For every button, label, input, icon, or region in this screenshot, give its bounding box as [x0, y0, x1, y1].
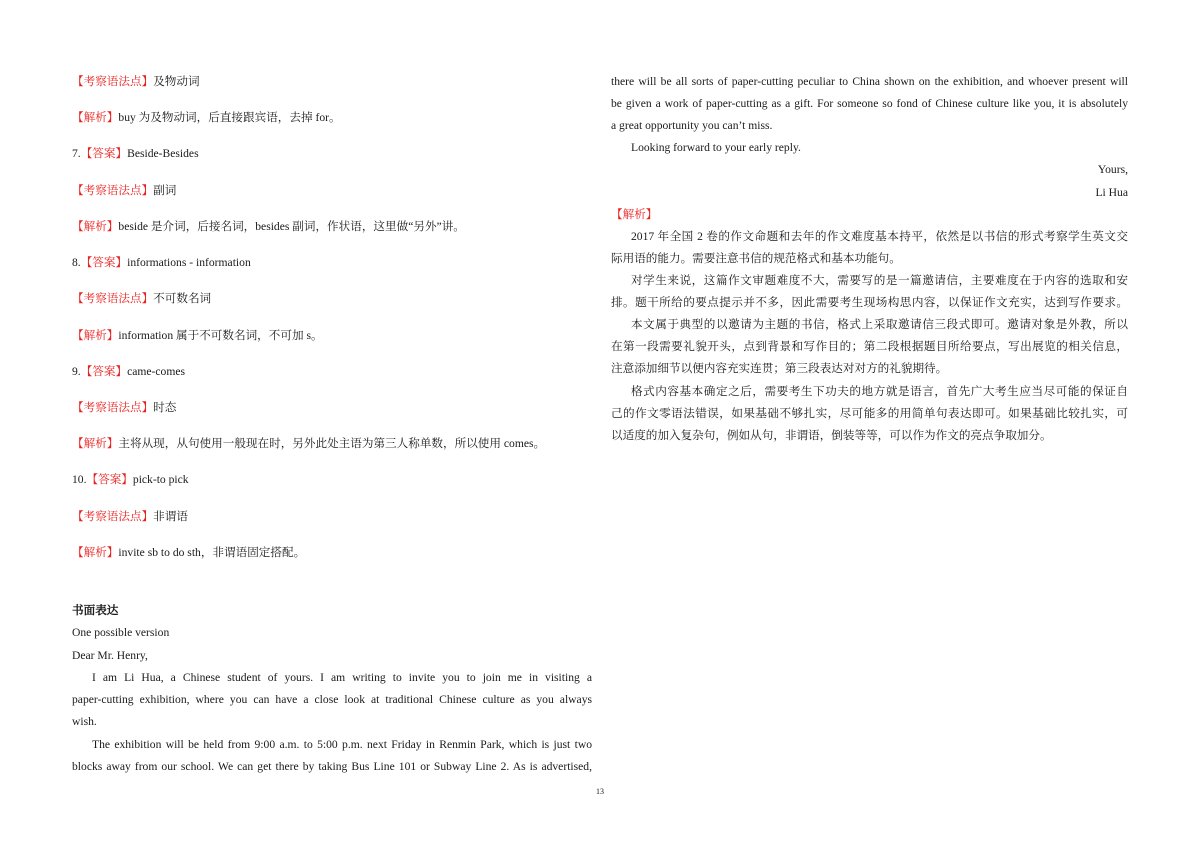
letter-closing: Yours, — [1097, 163, 1128, 177]
answer-line — [72, 173, 592, 209]
item-number: 10. — [72, 473, 87, 487]
section-heading: 书面表达 — [72, 604, 119, 617]
letter-line: be given a work of paper-cutting as a gift. For someone so fond of Chinese culture like you, it is absolutely — [611, 97, 1128, 111]
letter-line: there will be all sorts of paper-cutting peculiar to China shown on the exhibition, and whoever present will — [611, 75, 1128, 88]
item-text: buy 为及物动词，后直接跟宾语，去掉 for。 — [118, 111, 341, 125]
analysis-line: 际用语的能力。需要注意书信的规范格式和基本功能句。 — [611, 251, 901, 265]
letter-signature: Li Hua — [1095, 185, 1128, 199]
item-text: Beside-Besides — [127, 147, 199, 161]
item-label: 【考察语法点】 — [72, 292, 154, 306]
answer-line — [72, 281, 592, 317]
answer-line — [72, 390, 592, 426]
analysis-line: 以适度的加入复杂句，例如从句，非谓语，倒装等等，可以作为作文的亮点争取加分。 — [611, 428, 1052, 442]
answer-line — [72, 426, 592, 462]
item-label: 【考察语法点】 — [72, 183, 154, 197]
analysis-line: 2017 年全国 2 卷的作文命题和去年的作文难度基本持平，依然是以书信的形式考察学生英文交 — [631, 229, 1128, 243]
answer-list — [72, 64, 592, 571]
writing-section — [72, 600, 592, 778]
letter-line: paper-cutting exhibition, where you can have a close look at traditional Chinese culture as you always — [72, 693, 592, 707]
item-number: 8. — [72, 256, 81, 270]
item-text: pick-to pick — [132, 473, 189, 487]
answer-line — [72, 64, 592, 100]
answer-line — [72, 535, 592, 571]
letter-line: I am Li Hua, a Chinese student of yours. I am writing to invite you to join me in visiting a — [92, 670, 592, 684]
letter-salutation: Dear Mr. Henry, — [72, 648, 148, 662]
item-text: 非谓语 — [153, 509, 188, 523]
letter-line: Looking forward to your early reply. — [631, 141, 801, 155]
item-label: 【答案】 — [80, 256, 128, 270]
answer-line — [72, 245, 592, 281]
answer-line — [72, 354, 592, 390]
item-label: 【解析】 — [72, 111, 119, 125]
item-label: 【答案】 — [86, 473, 133, 487]
letter-line: wish. — [72, 715, 97, 729]
analysis-line: 排。题干所给的要点提示并不多，因此需要考生现场构思内容，以保证作文充实，达到写作要求。 — [611, 296, 1128, 310]
item-text: informations - information — [127, 256, 251, 270]
letter-line: a great opportunity you can’t miss. — [611, 119, 773, 133]
item-text: 副词 — [153, 183, 177, 197]
item-text: information 属于不可数名词，不可加 s。 — [118, 328, 323, 342]
answer-line — [72, 499, 592, 535]
version-label: One possible version — [72, 626, 170, 640]
item-text: invite sb to do sth，非谓语固定搭配。 — [118, 545, 306, 559]
analysis-line: 注意添加细节以便内容充实连贯；第三段表达对对方的礼貌期待。 — [611, 362, 948, 376]
item-label: 【解析】 — [72, 437, 119, 451]
item-label: 【答案】 — [80, 364, 128, 378]
item-number: 9. — [72, 364, 81, 378]
item-label: 【解析】 — [72, 545, 119, 559]
item-label: 【解析】 — [72, 328, 119, 342]
analysis-line: 本文属于典型的以邀请为主题的书信，格式上采取邀请信三段式即可。邀请对象是外教，所以 — [631, 318, 1128, 332]
letter-line: blocks away from our school. We can get there by taking Bus Line 101 or Subway Line 2. As is advertised, — [72, 760, 592, 774]
item-text: came-comes — [127, 364, 186, 378]
answer-line — [72, 100, 592, 136]
item-label: 【答案】 — [80, 147, 128, 161]
answer-line — [72, 318, 592, 354]
analysis-line: 己的作文零语法错误，如果基础不够扎实，尽可能多的用简单句表达即可。如果基础比较扎实，可 — [611, 406, 1128, 420]
item-label: 【考察语法点】 — [72, 509, 154, 523]
item-text: 时态 — [153, 400, 177, 414]
item-text: 主将从现，从句使用一般现在时，另外此处主语为第三人称单数，所以使用 comes。 — [118, 437, 546, 451]
analysis-label: 【解析】 — [611, 207, 658, 221]
item-text: beside 是介词，后接名词，besides 副词，作状语，这里做“另外”讲。 — [118, 219, 465, 233]
item-number: 7. — [72, 147, 81, 161]
right-column — [611, 71, 1128, 447]
answer-line — [72, 462, 592, 498]
answer-line — [72, 209, 592, 245]
page-number: 13 — [596, 787, 604, 796]
analysis-line: 在第一段需要礼貌开头，点到背景和写作目的；第二段根据题目所给要点，写出展览的相关信息， — [611, 340, 1128, 354]
item-label: 【考察语法点】 — [72, 400, 154, 414]
answer-line — [72, 136, 592, 172]
item-text: 不可数名词 — [153, 292, 212, 306]
letter-line: The exhibition will be held from 9:00 a.m. to 5:00 p.m. next Friday in Renmin Park, which is just two — [92, 737, 592, 751]
item-label: 【解析】 — [72, 219, 119, 233]
item-text: 及物动词 — [153, 75, 200, 88]
item-label: 【考察语法点】 — [72, 75, 154, 88]
analysis-line: 对学生来说，这篇作文审题难度不大，需要写的是一篇邀请信，主要难度在于内容的选取和安 — [631, 273, 1128, 287]
analysis-line: 格式内容基本确定之后，需要考生下功夫的地方就是语言，首先广大考生应当尽可能的保证自 — [631, 384, 1128, 398]
